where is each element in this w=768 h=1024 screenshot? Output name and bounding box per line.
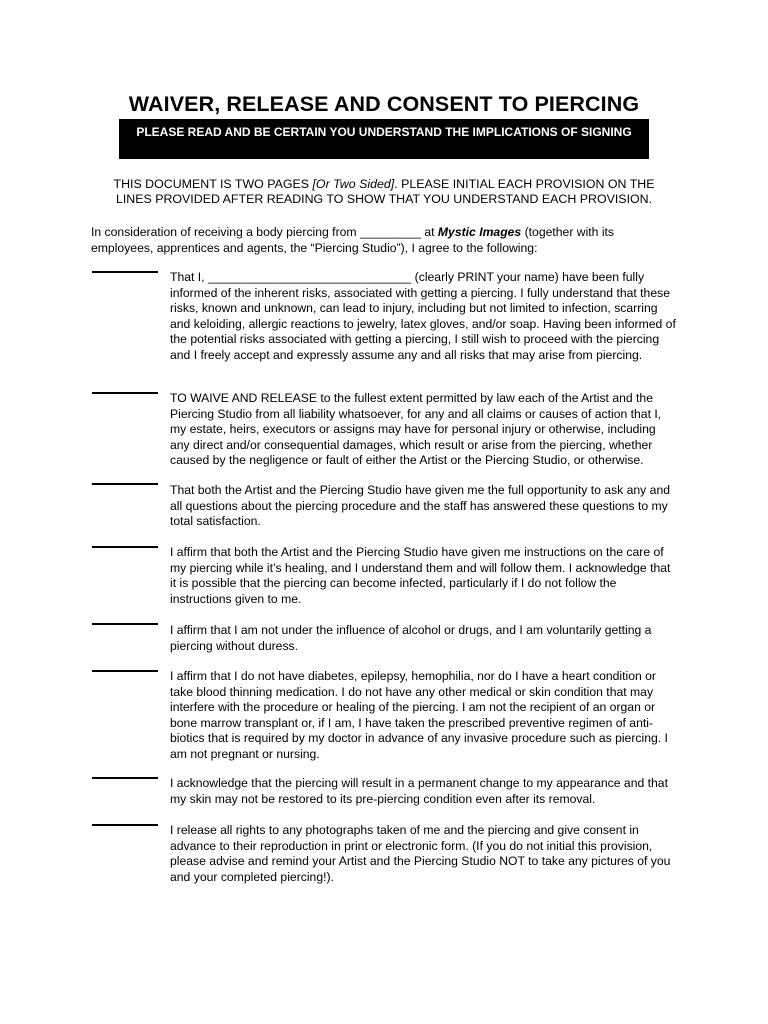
document-title: WAIVER, RELEASE AND CONSENT TO PIERCING (128, 92, 640, 116)
provision-8: I release all rights to any photographs taken of me and the piercing and give consent in advance to their reproduction in print or electronic form. (If you do not initial this provision, please advise and remind your Artist and the Piercing Studio NOT to take any pictures of you and your completed piercing!). (170, 823, 671, 884)
initial-line-1[interactable] (92, 271, 158, 273)
initial-line-2[interactable] (92, 392, 158, 394)
notice-text-1: THIS DOCUMENT IS TWO PAGES (113, 177, 313, 191)
intro-text-1: In consideration of receiving a body piercing from _________ at (91, 225, 438, 239)
provision-3: That both the Artist and the Piercing Studio have given me the full opportunity to ask any and all questions about the piercing procedure and the staff has answered these questions to my total satisfaction. (170, 483, 670, 529)
provision-4: I affirm that both the Artist and the Piercing Studio have given me instructions on the care of my piercing while it’s healing, and I understand them and will follow them. I acknowledge that it is possible that the piercing can become infected, particularly if I do not follow the instructions given to me. (170, 545, 671, 606)
studio-name: Mystic Images (437, 225, 522, 239)
initial-line-6[interactable] (92, 670, 158, 672)
initial-line-5[interactable] (92, 623, 158, 625)
provision-5: I affirm that I am not under the influence of alcohol or drugs, and I am voluntarily getting a piercing without duress. (170, 623, 652, 653)
initial-line-7[interactable] (92, 777, 158, 779)
provision-7: I acknowledge that the piercing will result in a permanent change to my appearance and that my skin may not be restored to its pre-piercing condition even after its removal. (170, 776, 668, 806)
initial-line-4[interactable] (92, 546, 158, 548)
initial-line-8[interactable] (92, 824, 158, 826)
intro-paragraph (91, 225, 651, 256)
provision-2: TO WAIVE AND RELEASE to the fullest extent permitted by law each of the Artist and the Piercing Studio from all liability whatsoever, for any and all claims or causes of action that I, my estate, heirs, executors or assigns may have for personal injury or otherwise, including any direct and/or consequential damages, which result or arise from the piercing, whether caused by the negligence or fault of either the Artist or the Piercing Studio, or otherwise. (170, 391, 662, 468)
notice-italic: [Or Two Sided] (312, 177, 395, 191)
initial-line-3[interactable] (92, 483, 158, 485)
notice-text-2: . PLEASE INITIAL EACH PROVISION ON THE LINES PROVIDED AFTER READING TO SHOW THAT YOU UNDERSTAND EACH PROVISION. (115, 177, 655, 206)
provision-6: I affirm that I do not have diabetes, epilepsy, hemophilia, nor do I have a heart condition or take blood thinning medication. I do not have any other medical or skin condition that may interfere with the procedure or healing of the piercing. I am not the recipient of an organ or bone marrow transplant or, if I am, I have taken the prescribed preventive regimen of anti-biotics that is required by my doctor in advance of any invasive procedure such as piercing. I am not pregnant or nursing. (170, 669, 668, 761)
intro-text-2: (together with its employees, apprentices and agents, the “Piercing Studio”), I agree to the following: (91, 225, 615, 255)
two-page-notice (96, 177, 672, 207)
instruction-banner: PLEASE READ AND BE CERTAIN YOU UNDERSTAND THE IMPLICATIONS OF SIGNING (119, 119, 649, 159)
provision-1: That I, ______________________________ (clearly PRINT your name) have been fully informed of the inherent risks, associated with getting a piercing. I fully understand that these risks, known and unknown, can lead to injury, including but not limited to infection, scarring and keloiding, allergic reactions to jewelry, latex gloves, and/or soap. Having been informed of the potential risks associated with getting a piercing, I still wish to proceed with the piercing and I freely accept and expressly assume any and all risks that may arise from piercing. (170, 270, 676, 362)
